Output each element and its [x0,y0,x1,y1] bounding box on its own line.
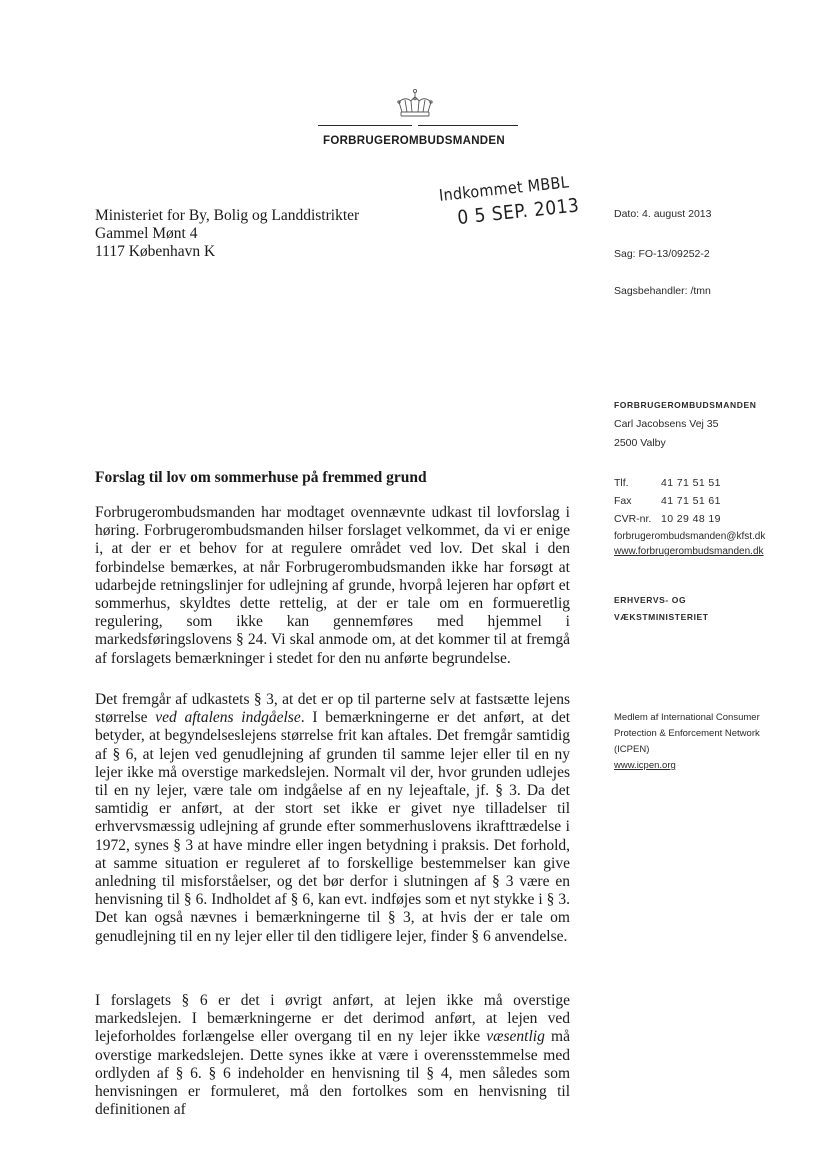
recipient-name: Ministeriet for By, Bolig og Landdistrikter [95,207,360,224]
sender-website-link[interactable]: www.forbrugerombudsmanden.dk [614,546,764,557]
sender-street: Carl Jacobsens Vej 35 [614,418,719,430]
contact-label: CVR-nr. [614,513,652,525]
case-number: Sag: FO-13/09252-2 [614,248,710,260]
paragraph-text [95,992,570,1119]
paragraph-emphasis: væsentlig [486,1028,545,1046]
paragraph-emphasis: ved aftalens indgåelse [155,709,301,727]
contact-cvr [614,510,814,528]
recipient-city: 1117 København K [95,243,216,260]
stamp-received-label: Indkommet MBBL [438,172,570,205]
sender-contacts [614,474,814,528]
contact-fax [614,492,814,510]
sender-name: FORBRUGEROMBUDSMANDEN [614,400,757,410]
crown-icon [393,88,437,122]
paragraph-run: I forslagets § 6 er det i øvrigt anført, at lejen ikke må overstige markedslejen. I bemærkningerne er det derimod anført, at lejen ved lejeforholdes forlængelse eller overgang til en ny lejer ikke [95,992,570,1046]
stamp-received-date: 0 5 SEP. 2013 [456,194,581,230]
ministry-line: ERHVERVS- OG [614,595,687,605]
recipient-address [95,207,359,261]
contact-phone [614,474,814,492]
brand-name: FORBRUGEROMBUDSMANDEN [323,135,505,147]
ministry-name [614,592,814,626]
network-line: (ICPEN) [614,744,650,755]
paragraph-run: Det fremgår af udkastets § 3, at det er op til parterne selv at fastsætte lejens størrelse [95,691,570,727]
network-line: Protection & Enforcement Network [614,728,760,739]
sender-city: 2500 Valby [614,437,666,449]
recipient-street: Gammel Mønt 4 [95,225,198,242]
paragraph-run: må overstige markedslejen. Dette synes ikke at være i overensstemmelse med ordlyden af § 6. § 6 indeholder en henvisning til § 4, men således som henvisningen er formuleret, må den fortolkes som en henvisning til definitionen af [95,1028,570,1119]
letter-paragraph-3 [95,992,570,1119]
paragraph-text: Forbrugerombudsmanden har modtaget ovennævnte udkast til lovforslag i høring. Forbrugerombudsmanden hilser forslaget velkommet, da vi er enige i, at der er et behov for at regulere området ved lov. Det skal i den forbindelse bemærkes, at når Forbrugerombudsmanden ikke har forsøgt at udarbejde retningslinjer for udlejning af grunde, hvorpå lejeren har opført et sommerhus, skyldtes dette rettelig, at der er tale om en formueretlig regulering, som ikke kan gennemføres med hjemmel i markedsføringslovens § 24. Vi skal anmode om, at det kommer til at fremgå af forslagets bemærkninger i stedet for den nu anførte begrundelse. [95,504,570,667]
header-rule-left [318,125,412,126]
sender-email-link[interactable]: forbrugerombudsmanden@kfst.dk [614,531,766,542]
contact-label: Fax [614,495,632,507]
letterhead [0,0,828,160]
network-line: Medlem af International Consumer [614,712,760,723]
case-handler: Sagsbehandler: /tmn [614,285,711,297]
contact-value: 41 71 51 61 [661,495,721,507]
letter-paragraph-2 [95,691,570,946]
letter-paragraph-1 [95,504,570,668]
letter-subject: Forslag til lov om sommerhuse på fremmed grund [95,469,427,486]
contact-value: 41 71 51 51 [661,477,721,489]
ministry-line: VÆKSTMINISTERIET [614,612,709,622]
paragraph-run: . I bemærkningerne er det anført, at det betyder, at begyndelseslejens størrelse frit kan aftales. Det fremgår samtidig af § 6, at lejen ved genudlejning af grunden til samme lejer eller til en ny lejer ikke må overstige markedslejen. Normalt vil der, hvor grunden udlejes til en ny lejer, være tale om indgåelse af en ny lejeaftale, jf. § 3. Da det samtidig er anført, at der stort set ikke er givet nye tilladelser til erhvervsmæssig udlejning af grunde efter sommerhuslovens ikrafttrædelse i 1972, synes § 3 at have mindre eller ingen betydning i praksis. Det forhold, at samme situation er reguleret af to forskellige bestemmelser kan give anledning til misforståelser, og det bør derfor i slutningen af § 3 være en henvisning til § 6. Indholdet af § 6, kan evt. indføjes som et nyt stykke i § 3. Det kan også nævnes i bemærkningerne til § 3, at hvis der er tale om genudlejning til en ny lejer eller til den tidligere lejer, finder § 6 anvendelse. [95,709,571,945]
contact-value: 10 29 48 19 [661,513,721,525]
received-stamp [438,170,592,230]
network-link[interactable]: www.icpen.org [614,760,676,771]
paragraph-text [95,691,570,946]
header-rule-right [418,125,518,126]
contact-label: Tlf. [614,477,629,489]
letter-date: Dato: 4. august 2013 [614,208,712,220]
network-membership [614,710,814,774]
